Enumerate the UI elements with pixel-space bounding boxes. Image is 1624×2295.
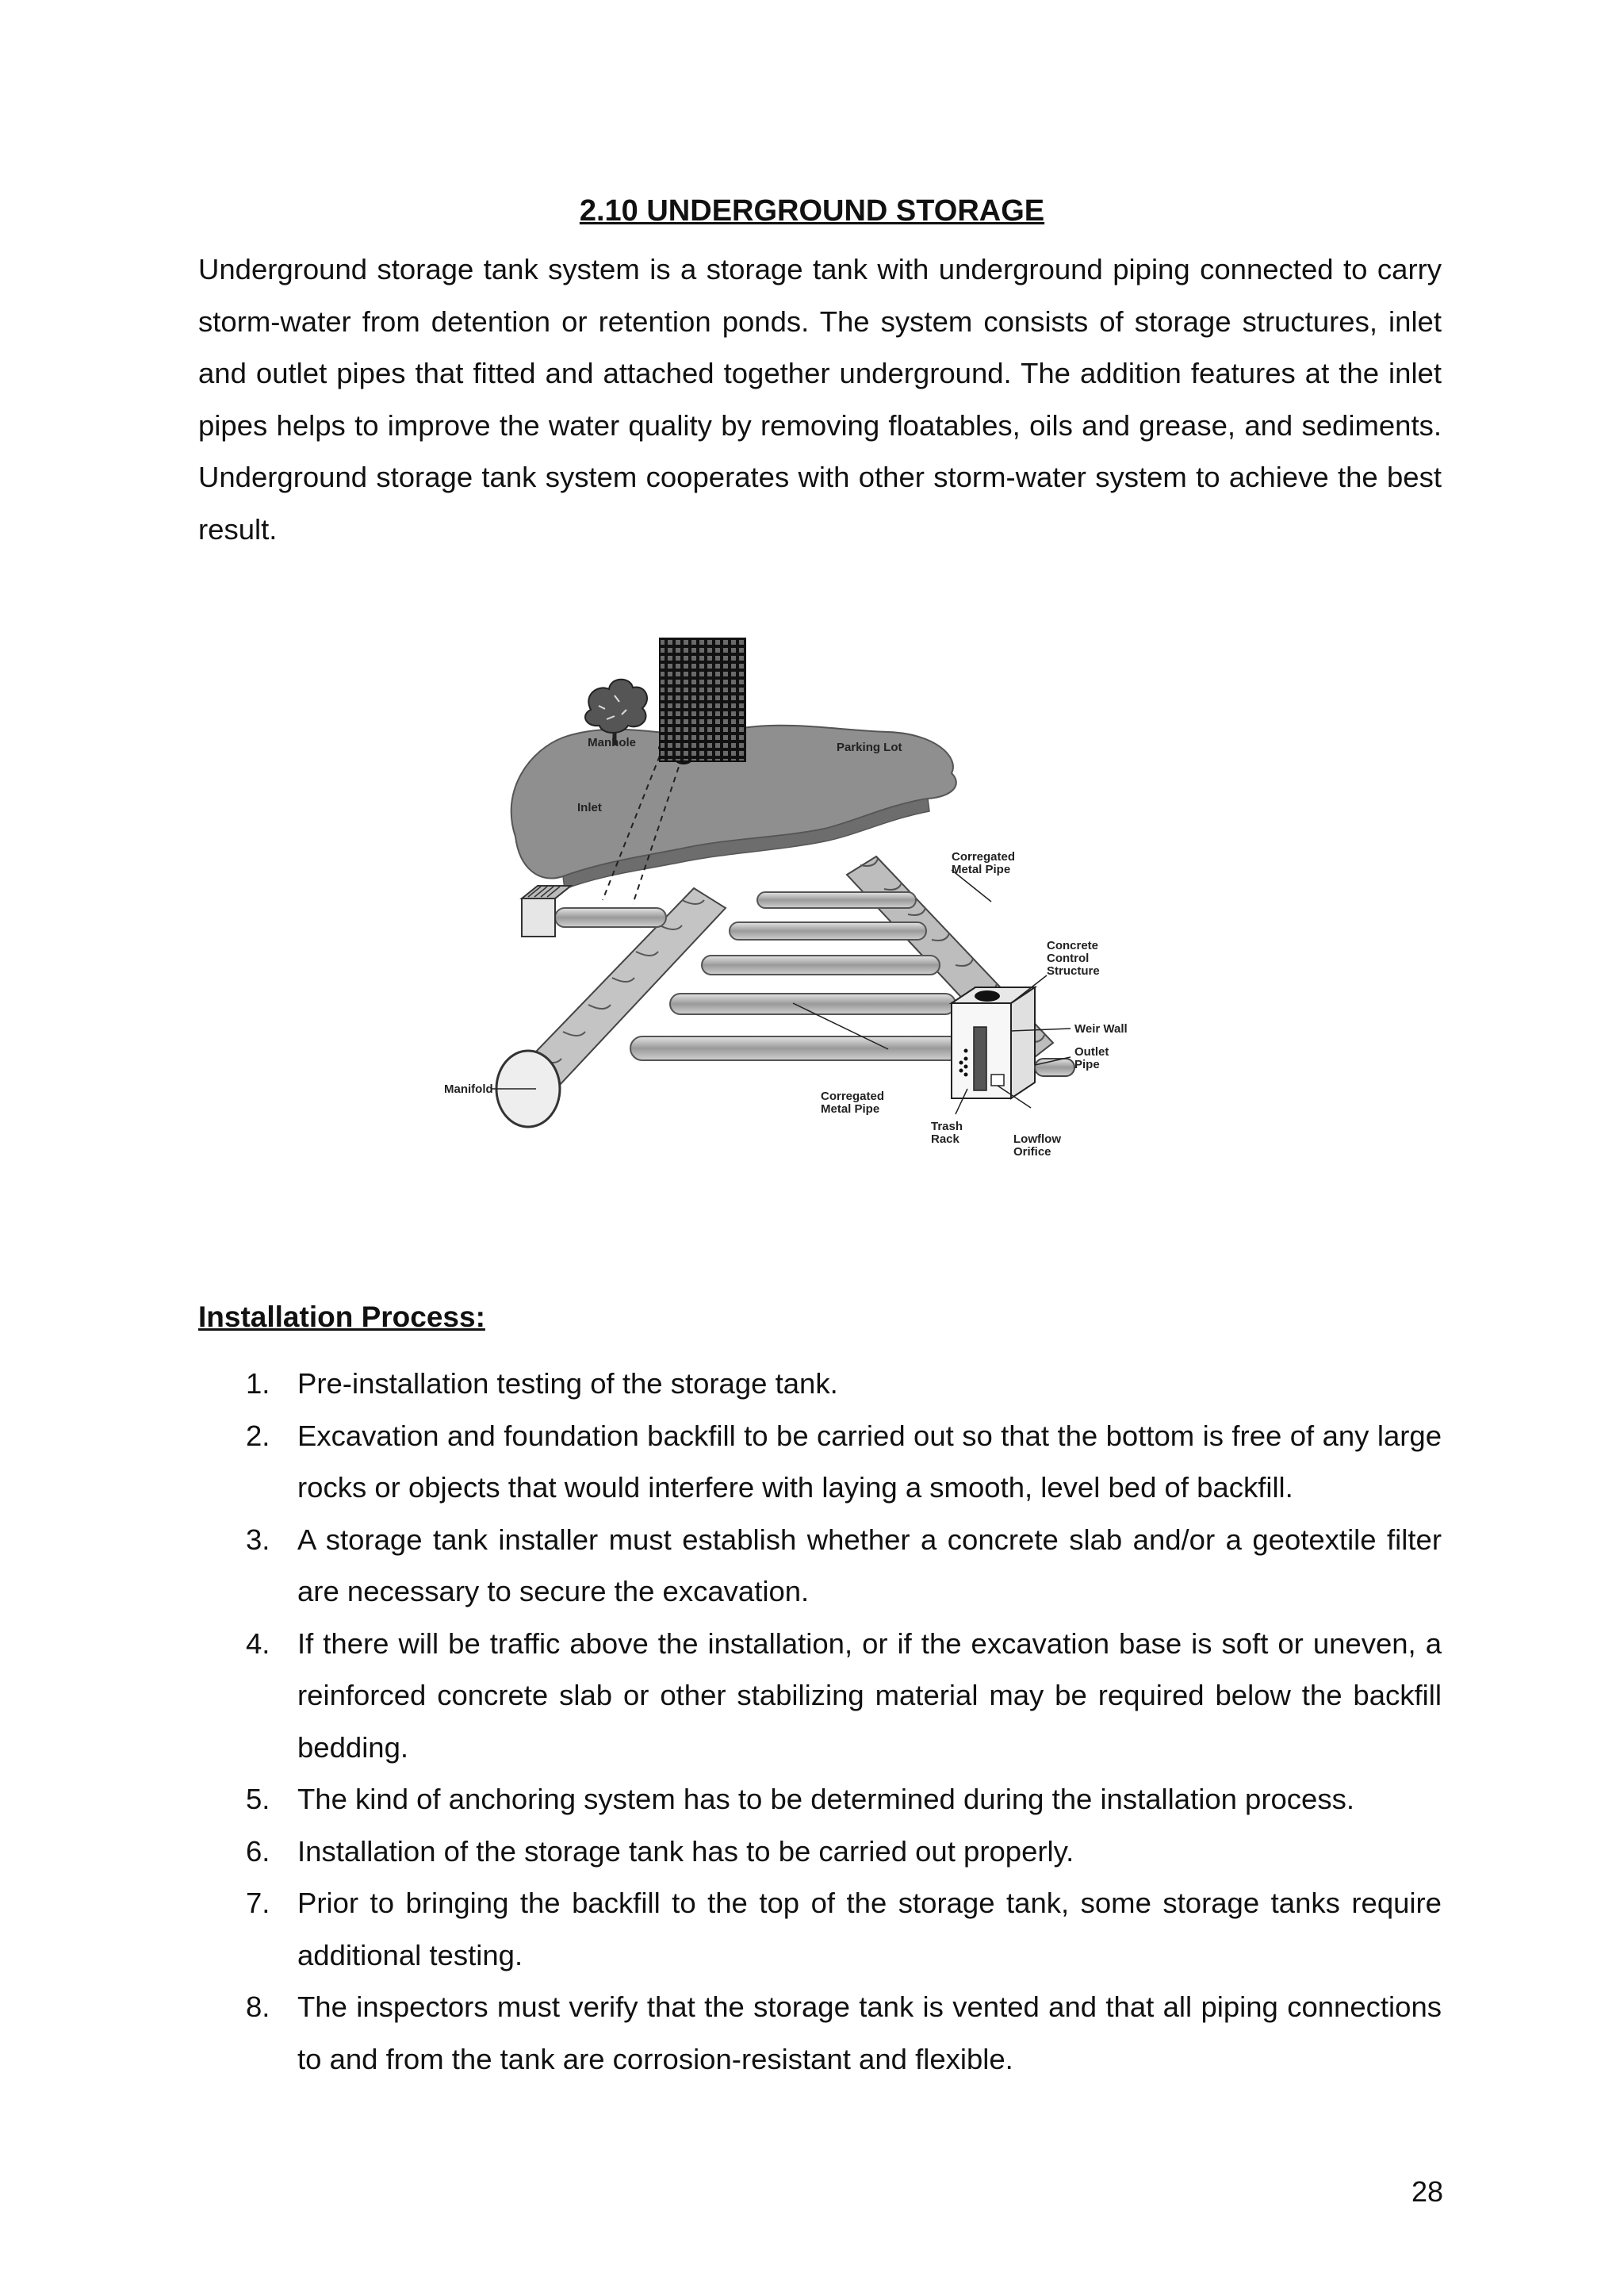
page-number: 28 <box>1411 2175 1443 2208</box>
intro-paragraph: Underground storage tank system is a storage tank with underground piping connected to carry storm-water from detention or retention ponds. The system consists of storage structures, inlet and outlet pipes that fitted and attached together underground. The addition features at the inlet pipes helps to improve the water quality by removing floatables, oils and grease, and sediments. Underground storage tank system cooperates with other storm-water system to achieve the best result. <box>198 253 1442 546</box>
step-text: Prior to bringing the backfill to the top of the storage tank, some storage tanks require additional testing. <box>297 1887 1442 1971</box>
list-item <box>198 1618 1442 1774</box>
step-number: 2. <box>246 1419 270 1452</box>
list-item <box>198 1773 1442 1826</box>
label-inlet: Inlet <box>577 801 602 814</box>
step-number: 4. <box>246 1626 270 1660</box>
step-text: If there will be traffic above the installation, or if the excavation base is soft or uneven, a reinforced concrete slab or other stabilizing material may be required below the backfill bedding. <box>297 1626 1442 1764</box>
label-corrugated-pipe-bottom: Metal Pipe <box>821 1102 880 1116</box>
label-concrete-control-structure: Control <box>1047 952 1090 965</box>
label-corrugated-pipe-top: Corregated <box>952 850 1016 864</box>
step-text: Excavation and foundation backfill to be carried out so that the bottom is free of any large rocks or objects that would interfere with laying a smooth, level bed of backfill. <box>297 1419 1442 1504</box>
label-concrete-control-structure: Concrete <box>1047 939 1099 952</box>
step-number: 7. <box>246 1887 270 1919</box>
list-item <box>198 1410 1442 1514</box>
label-manifold: Manifold <box>444 1082 493 1096</box>
step-text: Pre-installation testing of the storage tank. <box>297 1367 838 1400</box>
installation-steps-list <box>198 1358 1442 2085</box>
inlet-pipe <box>555 908 666 927</box>
step-number: 5. <box>246 1783 270 1815</box>
label-corrugated-pipe-top: Metal Pipe <box>952 863 1011 876</box>
label-corrugated-pipe-bottom: Corregated <box>821 1090 885 1103</box>
list-item <box>198 1981 1442 2085</box>
step-text: Installation of the storage tank has to be carried out properly. <box>297 1834 1074 1868</box>
step-number: 3. <box>246 1523 270 1556</box>
list-item <box>198 1514 1442 1618</box>
step-number: 6. <box>246 1834 270 1868</box>
list-item <box>198 1358 1442 1410</box>
step-text: A storage tank installer must establish whether a concrete slab and/or a geotextile filter are necessary to secure the excavation. <box>297 1523 1442 1607</box>
step-number: 8. <box>246 1990 270 2023</box>
section-title: 2.10 UNDERGROUND STORAGE <box>579 194 1045 228</box>
concrete-control-structure <box>952 987 1074 1098</box>
label-trash-rack: Trash <box>931 1120 963 1133</box>
label-outlet-pipe: Pipe <box>1074 1058 1100 1071</box>
step-text: The inspectors must verify that the storage tank is vented and that all piping connections to and from the tank are corrosion-resistant and flexible. <box>297 1990 1442 2075</box>
label-lowflow-orifice: Orifice <box>1013 1145 1051 1159</box>
label-trash-rack: Rack <box>931 1132 959 1146</box>
label-weir-wall: Weir Wall <box>1074 1022 1128 1036</box>
label-outlet-pipe: Outlet <box>1074 1045 1109 1059</box>
step-number: 1. <box>246 1367 270 1400</box>
installation-heading: Installation Process: <box>198 1301 485 1333</box>
label-parking-lot: Parking Lot <box>837 741 902 754</box>
label-concrete-control-structure: Structure <box>1047 964 1100 978</box>
underground-storage-diagram <box>444 630 1205 1186</box>
label-lowflow-orifice: Lowflow <box>1013 1132 1061 1146</box>
list-item <box>198 1877 1442 1981</box>
step-text: The kind of anchoring system has to be determined during the installation process. <box>297 1783 1354 1815</box>
label-manhole: Manhole <box>588 736 636 749</box>
list-item <box>198 1826 1442 1878</box>
building <box>660 638 745 761</box>
